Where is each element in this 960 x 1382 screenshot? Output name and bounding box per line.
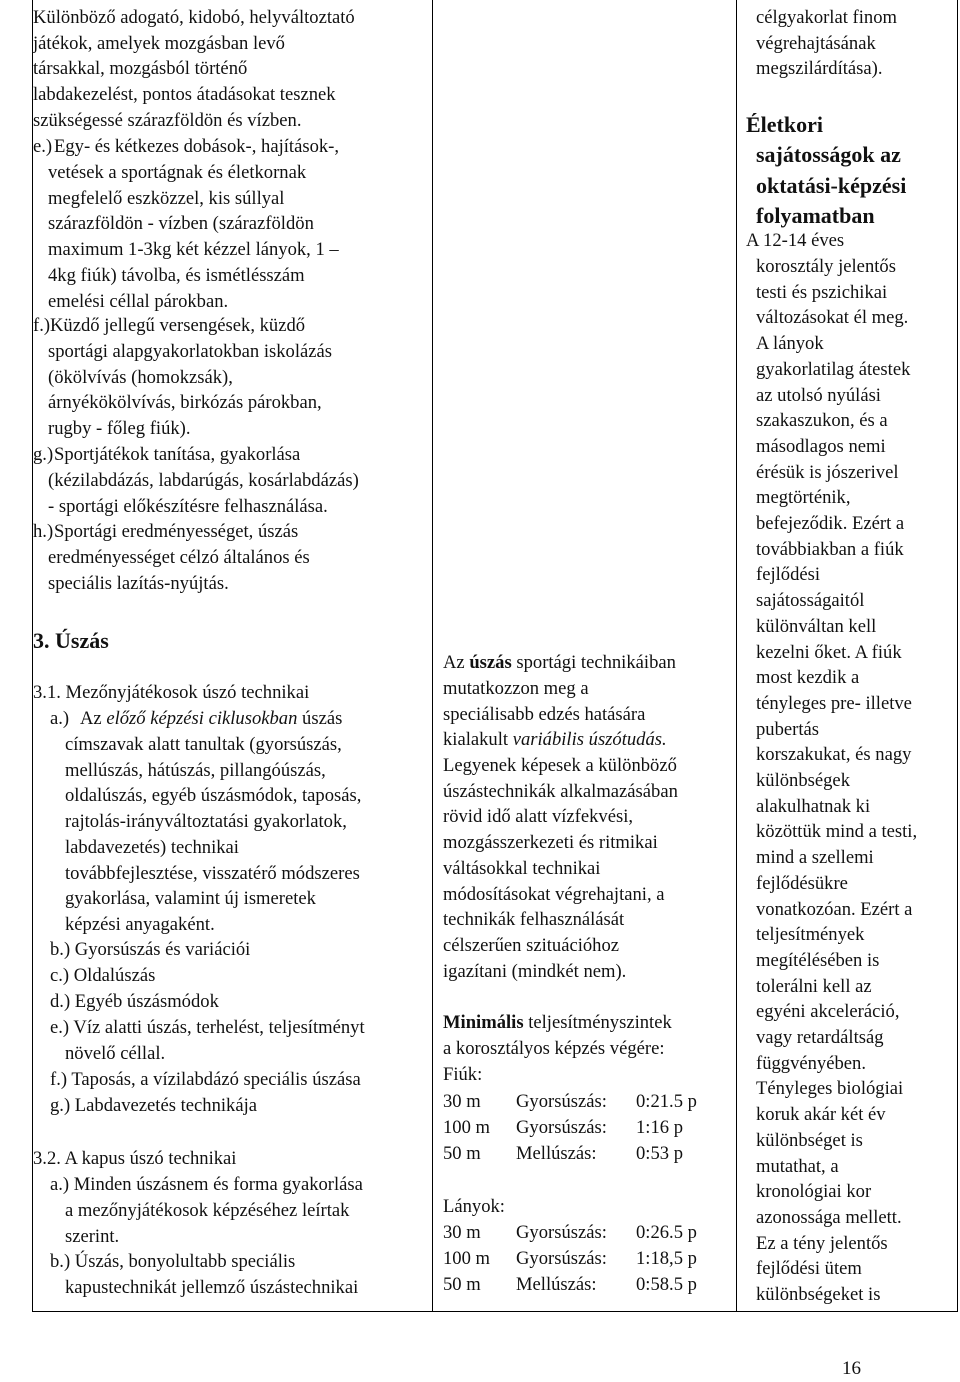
- result-style: Gyorsúszás:: [516, 1248, 607, 1269]
- text-run: Az: [80, 708, 107, 729]
- text-line: 4kg fiúk) távolba, és ismétlésszám: [48, 264, 305, 286]
- text-line: továbbfejlesztése, visszatérő módszeres: [65, 862, 360, 884]
- text-line: eredményességet célzó általános és: [48, 547, 310, 568]
- text-line: oktatási-képzési: [756, 172, 907, 198]
- column-content: [32, 0, 432, 1311]
- column-divider: [736, 0, 737, 1311]
- bold-text: Minimális: [443, 1012, 524, 1033]
- text-line: célgyakorlat finom: [756, 7, 897, 28]
- result-time: 0:58.5 p: [636, 1274, 697, 1295]
- text-line: azonossága mellett.: [756, 1206, 902, 1228]
- text-line: (ökölvívás (homokzsák),: [48, 366, 233, 388]
- text-line: gyakorlása, valamint új ismeretek: [65, 888, 316, 910]
- text-run: úszás: [297, 708, 343, 729]
- text-line: társakkal, mozgásból történő: [33, 58, 248, 80]
- text-line: Életkori: [746, 112, 823, 137]
- text-line: tolerálni kell az: [756, 975, 872, 997]
- text-line: sajátosságaitól: [756, 590, 865, 612]
- paragraph-line: [443, 1010, 672, 1036]
- paragraph-line: a korosztályos képzés végére:: [443, 1038, 665, 1059]
- result-style: Gyorsúszás:: [516, 1117, 607, 1138]
- text-line: különbségeket is: [756, 1284, 881, 1305]
- result-dist: 30 m: [443, 1091, 481, 1112]
- text-line: kapustechnikát jellemző úszástechnikai: [65, 1277, 359, 1298]
- text-line: mind a szellemi: [756, 847, 874, 869]
- text-line: fejlődési ütem: [756, 1258, 862, 1280]
- text-line: koruk akár két év: [756, 1104, 886, 1126]
- text-line: célszerűen szituációhoz: [443, 934, 620, 956]
- text-line: vonatkozóan. Ezért a: [756, 898, 913, 920]
- text-run: Az: [443, 652, 470, 673]
- list-item: b.) Gyorsúszás és variációi: [50, 939, 251, 960]
- paragraph-line: [443, 727, 667, 753]
- text-line: gyakorlatilag átestek: [756, 358, 911, 380]
- list-item: a.) Minden úszásnem és forma gyakorlása: [50, 1174, 363, 1195]
- text-line: szerint.: [65, 1225, 120, 1247]
- text-line: rajtolás-irányváltoztatási gyakorlatok,: [65, 811, 347, 833]
- text-line: Sportjátékok tanítása, gyakorlása: [54, 444, 301, 465]
- text-line: továbbiakban a fiúk: [756, 538, 904, 560]
- text-line: Küzdő jellegű versengések, küzdő: [50, 315, 306, 336]
- text-line: különváltan kell: [756, 615, 877, 637]
- result-time: 0:26.5 p: [636, 1222, 697, 1243]
- text-line: váltásokkal technikai: [443, 857, 601, 879]
- group-label: Fiúk:: [443, 1064, 483, 1085]
- text-line: módosításokat végrehajtani, a: [443, 883, 665, 905]
- paragraph-line: [443, 650, 676, 676]
- text-line: Ez a tény jelentős: [756, 1232, 888, 1254]
- page-number: 16: [842, 1358, 861, 1379]
- text-line: közöttük mind a testi,: [756, 821, 918, 843]
- group-label: Lányok:: [443, 1196, 505, 1217]
- text-line: sajátosságok az: [756, 142, 901, 167]
- text-line: megítélésében is: [756, 949, 880, 971]
- italic-text: előző képzési ciklusokban: [106, 708, 298, 729]
- result-style: Gyorsúszás:: [516, 1091, 607, 1112]
- subsection-title: 3.1. Mezőnyjátékosok úszó technikai: [33, 682, 310, 703]
- text-run: kialakult: [443, 729, 513, 750]
- text-line: speciálisabb edzés hatására: [443, 703, 646, 725]
- text-line: Sportági eredményességet, úszás: [54, 521, 299, 542]
- list-item: b.) Úszás, bonyolultabb speciális: [50, 1251, 296, 1272]
- text-line: megszilárdítása).: [756, 58, 883, 80]
- result-style: Mellúszás:: [516, 1274, 597, 1295]
- text-line: labdakezelést, pontos átadásokat tesznek: [33, 84, 336, 106]
- text-line: sportági alapgyakorlatokban iskolázás: [48, 341, 332, 362]
- text-line: pubertás: [756, 718, 819, 740]
- text-line: szükségessé szárazföldön és vízben.: [33, 109, 302, 131]
- text-line: speciális lazítás-nyújtás.: [48, 572, 229, 594]
- text-line: Tényleges biológiai: [756, 1078, 904, 1100]
- text-line: játékok, amelyek mozgásban levő: [33, 32, 285, 54]
- text-line: Különböző adogató, kidobó, helyváltoztató: [33, 7, 355, 28]
- text-run: sportági technikáiban: [511, 652, 676, 673]
- text-line: oldalúszás, egyéb úszásmódok, taposás,: [65, 785, 362, 807]
- text-line: testi és pszichikai: [756, 281, 888, 303]
- list-item: f.) Taposás, a vízilabdázó speciális úszása: [50, 1069, 361, 1090]
- text-line: mellúszás, hátúszás, pillangóúszás,: [65, 759, 326, 781]
- text-line: érésük is jószerivel: [756, 461, 899, 483]
- text-line: labdavezetés) technikai: [65, 836, 239, 858]
- result-style: Mellúszás:: [516, 1143, 597, 1164]
- text-line: változásokat él meg.: [756, 307, 909, 329]
- text-line: rövid idő alatt vízfekvési,: [443, 806, 634, 828]
- item-label: f.): [33, 315, 51, 336]
- text-line: most kezdik a: [756, 667, 860, 689]
- text-line: korszakukat, és nagy: [756, 744, 912, 766]
- text-line: vetések a sportágnak és életkornak: [48, 162, 307, 183]
- text-line: megtörténik,: [756, 487, 851, 509]
- text-line: igazítani (mindkét nem).: [443, 960, 627, 982]
- text-line: megfelelő eszközzel, kis súllyal: [48, 187, 285, 209]
- list-item: c.) Oldalúszás: [50, 965, 156, 986]
- text-line: rugby - főleg fiúk).: [48, 418, 191, 440]
- text-line: különbségek: [756, 770, 850, 791]
- text-line: Legyenek képesek a különböző: [443, 755, 677, 776]
- text-line: úszástechnikák alkalmazásában: [443, 780, 678, 802]
- text-line: - sportági előkészítésre felhasználása.: [48, 495, 328, 517]
- text-line: Egy- és kétkezes dobások-, hajítások-,: [54, 136, 340, 157]
- list-item-first-line: [80, 706, 342, 732]
- paragraph-line: A 12-14 éves: [746, 230, 845, 251]
- result-time: 1:18,5 p: [636, 1248, 697, 1269]
- result-time: 0:53 p: [636, 1143, 684, 1164]
- result-dist: 100 m: [443, 1248, 491, 1269]
- list-item: e.) Víz alatti úszás, terhelést, teljesítményt: [50, 1017, 365, 1038]
- result-dist: 30 m: [443, 1222, 481, 1243]
- text-line: korosztály jelentős: [756, 256, 896, 277]
- section-heading: 3. Úszás: [33, 628, 109, 653]
- text-line: alakulhatnak ki: [756, 795, 871, 817]
- list-item: d.) Egyéb úszásmódok: [50, 991, 219, 1012]
- result-time: 1:16 p: [636, 1117, 684, 1138]
- text-line: függvényében.: [756, 1052, 866, 1074]
- text-line: fejlődésükre: [756, 872, 848, 894]
- column-content: [740, 0, 956, 1311]
- text-line: mutathat, a: [756, 1155, 839, 1177]
- text-line: mutatkozzon meg a: [443, 678, 589, 699]
- text-line: maximum 1-3kg két kézzel lányok, 1 –: [48, 239, 339, 261]
- text-line: mozgásszerkezeti és ritmikai: [443, 832, 658, 854]
- text-line: kezelni őket. A fiúk: [756, 641, 902, 663]
- item-label: e.): [33, 136, 53, 157]
- text-line: szakaszukon, és a: [756, 410, 888, 432]
- bold-text: úszás: [469, 652, 512, 673]
- text-line: technikák felhasználását: [443, 909, 625, 931]
- result-time: 0:21.5 p: [636, 1091, 697, 1112]
- italic-text: variábilis úszótudás.: [512, 729, 667, 750]
- text-line: különbséget is: [756, 1129, 863, 1151]
- text-line: A lányok: [756, 333, 824, 355]
- text-line: végrehajtásának: [756, 32, 876, 54]
- text-line: szárazföldön - vízben (szárazföldön: [48, 213, 314, 235]
- text-line: tényleges pre- illetve: [756, 692, 912, 714]
- text-line: a mezőnyjátékosok képzéséhez leírtak: [65, 1200, 350, 1221]
- text-line: az utolsó nyúlási: [756, 384, 881, 406]
- column-divider: [432, 0, 433, 1311]
- text-line: (kézilabdázás, labdarúgás, kosárlabdázás): [48, 470, 359, 491]
- text-line: teljesítmények: [756, 924, 865, 946]
- column-content: [436, 0, 734, 1311]
- result-style: Gyorsúszás:: [516, 1222, 607, 1243]
- text-line: vagy retardáltság: [756, 1027, 884, 1048]
- text-line: emelési céllal párokban.: [48, 290, 229, 312]
- subsection-title: 3.2. A kapus úszó technikai: [33, 1148, 237, 1169]
- text-line: képzési anyagaként.: [65, 913, 215, 935]
- result-dist: 50 m: [443, 1143, 481, 1164]
- list-item-label: a.): [50, 708, 70, 729]
- list-item-continuation: növelő céllal.: [65, 1043, 166, 1064]
- text-run: teljesítményszintek: [523, 1012, 672, 1033]
- text-line: befejeződik. Ezért a: [756, 513, 905, 534]
- text-line: kronológiai kor: [756, 1181, 872, 1203]
- text-line: címszavak alatt tanultak (gyorsúszás,: [65, 734, 342, 755]
- text-line: árnyékökölvívás, birkózás párokban,: [48, 392, 322, 414]
- item-label: g.): [33, 444, 54, 465]
- result-dist: 100 m: [443, 1117, 491, 1138]
- text-line: egyéni akceleráció,: [756, 1001, 900, 1023]
- result-dist: 50 m: [443, 1274, 481, 1295]
- item-label: h.): [33, 521, 54, 542]
- text-line: folyamatban: [756, 203, 875, 228]
- text-line: másodlagos nemi: [756, 435, 886, 457]
- text-line: fejlődési: [756, 564, 821, 586]
- list-item: g.) Labdavezetés technikája: [50, 1095, 258, 1116]
